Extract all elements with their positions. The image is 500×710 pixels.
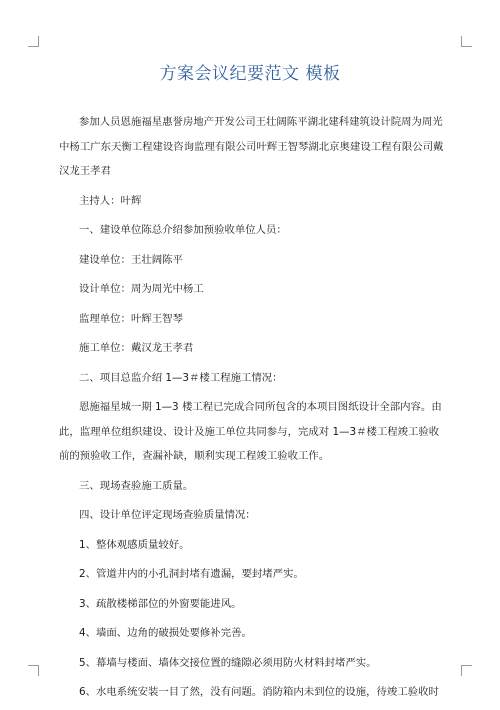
crop-mark-bottom-left xyxy=(28,665,39,676)
paragraph-attendees: 参加人员恩施福星惠誉房地产开发公司王壮阔陈平湖北建科建筑设计院周为周光中杨工广东天衡工程建设咨询监理有限公司叶辉王智琴湖北京奥建设工程有限公司戴汉龙王孝君 xyxy=(59,116,444,177)
list-item-2: 2、管道井内的小孔洞封堵有遗漏，要封堵严实。 xyxy=(79,568,304,580)
list-item-4: 4、墙面、边角的破损处要修补完善。 xyxy=(79,627,252,639)
paragraph-host: 主持人：叶辉 xyxy=(79,194,142,207)
list-item-6: 6、水电系统安装一目了然，没有问题。消防箱内未到位的设施，待竣工验收时 xyxy=(79,686,439,698)
paragraph-supervision-unit: 监理单位：叶辉王智琴 xyxy=(79,312,183,325)
paragraph-section-4: 四、设计单位评定现场查验质量情况： xyxy=(79,509,256,521)
paragraph-owner-unit: 建设单位：王壮阔陈平 xyxy=(79,253,183,266)
paragraph-project-status: 恩施福星城一期 1—3 楼工程已完成合同所包含的本项目图纸设计全部内容。由此，监理单位组织建设、设计及施工单位共同参与，完成对 1—3＃楼工程竣工验收前的预验收工作，查漏补缺，顺利实现工程竣工验收工作。 xyxy=(59,401,442,462)
paragraph-section-2: 二、项目总监介绍 1—3＃楼工程施工情况： xyxy=(79,371,283,384)
paragraph-construction-unit: 施工单位：戴汉龙王孝君 xyxy=(79,342,194,354)
paragraph-design-unit: 设计单位：周为周光中杨工 xyxy=(79,283,204,295)
crop-mark-top-right xyxy=(461,36,472,47)
paragraph-section-1: 一、建设单位陈总介绍参加预验收单位人员： xyxy=(79,224,287,236)
list-item-3: 3、疏散楼梯部位的外窗要能进风。 xyxy=(79,597,242,610)
list-item-1: 1、整体观感质量较好。 xyxy=(79,538,190,551)
crop-mark-top-left xyxy=(28,36,39,47)
document-title: 方案会议纪要范文 模板 xyxy=(159,64,341,84)
paragraph-section-3: 三、现场查验施工质量。 xyxy=(79,479,194,492)
list-item-5: 5、幕墙与楼面、墙体交接位置的缝隙必须用防火材料封堵严实。 xyxy=(79,656,377,669)
crop-mark-bottom-right xyxy=(461,665,472,676)
document-body xyxy=(59,110,447,710)
